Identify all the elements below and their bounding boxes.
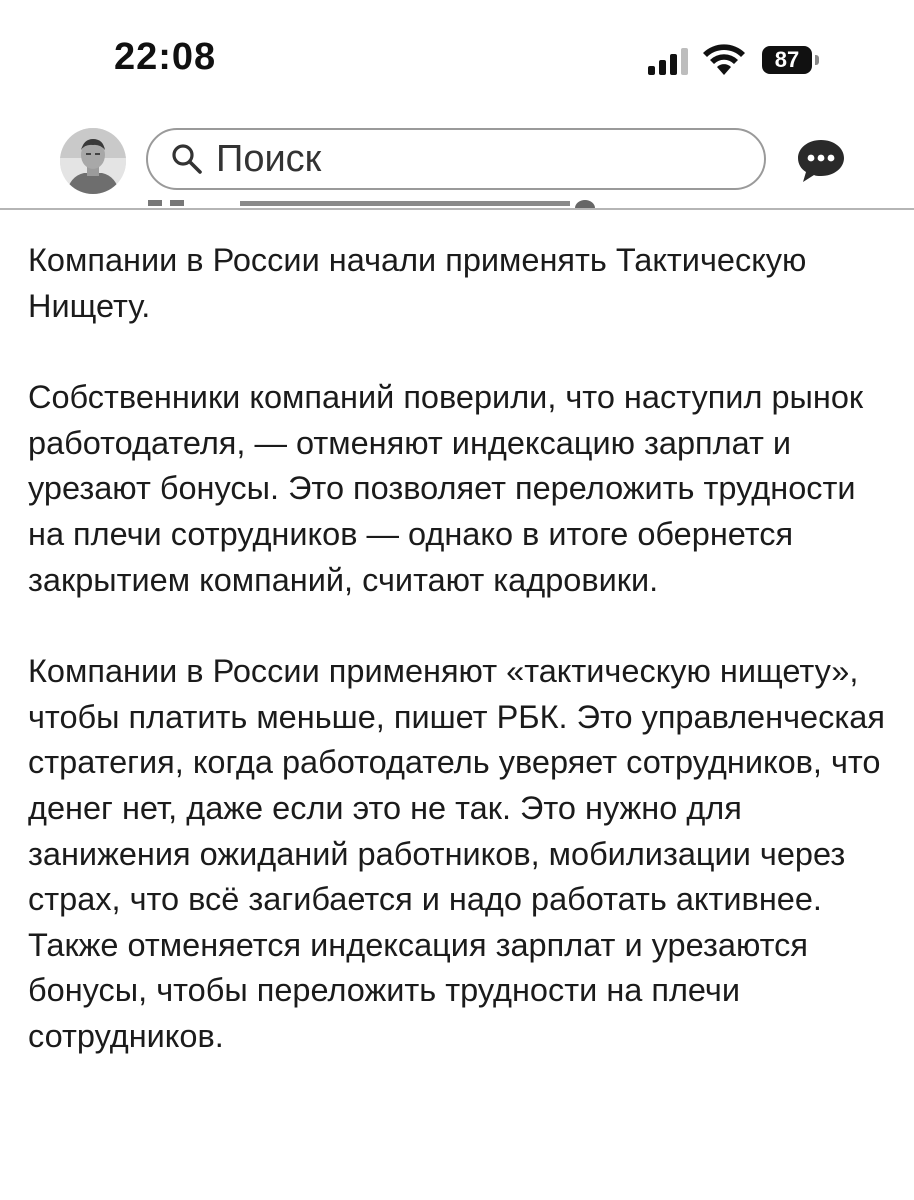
- status-time: 22:08: [114, 36, 217, 78]
- avatar[interactable]: [60, 128, 126, 194]
- globe-icon: [572, 196, 598, 208]
- battery-level: 87: [774, 47, 800, 72]
- wifi-icon: [702, 43, 746, 77]
- cellular-signal-icon: [648, 45, 688, 75]
- battery-icon: [762, 46, 812, 74]
- scrolled-meta-line: [140, 186, 580, 206]
- search-bar[interactable]: [146, 128, 766, 190]
- post-paragraph: Компании в России применяют «тактическую нищету», чтобы платить меньше, пишет РБК. Это управленческая стратегия, когда работодатель уверяет сотрудников, что денег нет, даже если это не так. Это нужно для занижения ожиданий работников, мобилизации через страх, что всё загибается и надо работать активнее. Также отменяется индексация зарплат и урезаются бонусы, чтобы переложить трудности на плечи сотрудников.: [28, 653, 885, 1054]
- search-input[interactable]: [216, 138, 764, 181]
- messenger-icon[interactable]: [796, 138, 846, 184]
- status-icons: [648, 40, 812, 80]
- header-divider: [0, 208, 914, 210]
- profile-photo-icon: [60, 128, 126, 194]
- post-paragraph: Собственники компаний поверили, что наступил рынок работодателя, — отменяют индексацию зарплат и урезают бонусы. Это позволяет переложить трудности на плечи сотрудников — однако в итоге обернется закрытием компаний, считают кадровики.: [28, 379, 864, 598]
- post-paragraph-title: Компании в России начали применять Тактическую Нищету.: [28, 242, 807, 324]
- search-icon: [170, 142, 204, 176]
- post-text: [28, 238, 898, 1106]
